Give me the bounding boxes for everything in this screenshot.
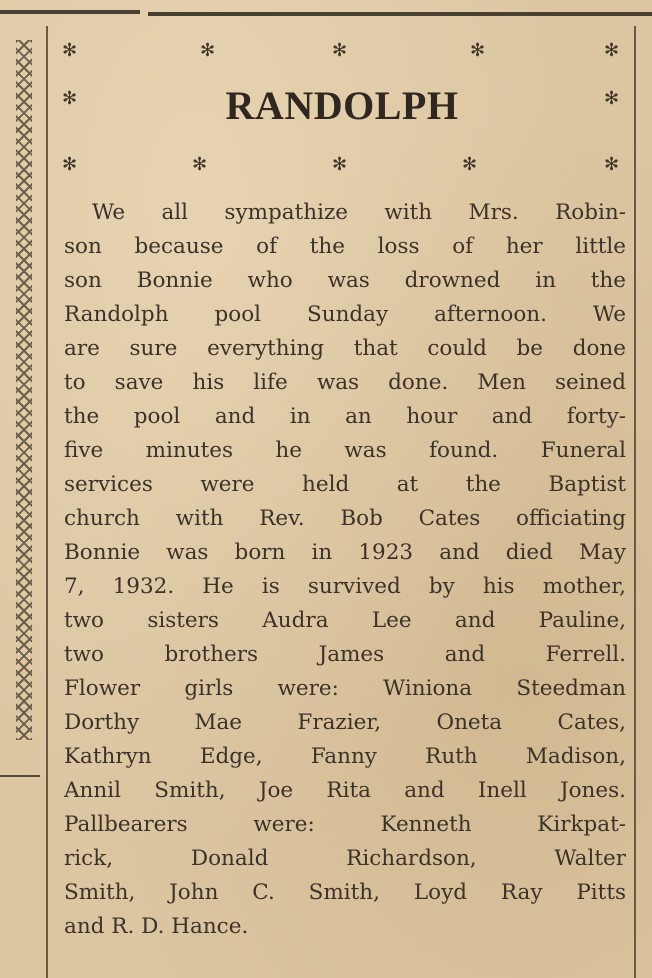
article-body: [64, 196, 626, 944]
column-rule-right: [634, 26, 636, 978]
star-ornament-row: [52, 154, 632, 174]
star-ornament-row: [52, 40, 632, 60]
text-line: Flower girls were: Winiona Steedman: [64, 676, 626, 701]
top-rule: [148, 12, 652, 16]
text-line: Kathryn Edge, Fanny Ruth Madison,: [64, 744, 626, 769]
decorative-chain-border: [0, 40, 40, 740]
text-line: two sisters Audra Lee and Pauline,: [64, 608, 626, 633]
star-icon: ✻: [604, 40, 620, 61]
star-icon: ✻: [62, 40, 78, 61]
text-line: We all sympathize with Mrs. Robin-: [92, 200, 626, 225]
star-icon: ✻: [470, 40, 486, 61]
star-icon: ✻: [604, 88, 620, 109]
text-line: to save his life was done. Men seined: [64, 370, 626, 395]
text-line: and R. D. Hance.: [64, 914, 249, 939]
star-icon: ✻: [332, 154, 348, 175]
text-line: services were held at the Baptist: [64, 472, 626, 497]
text-line: Pallbearers were: Kenneth Kirkpat-: [64, 812, 626, 837]
top-rule: [0, 10, 140, 14]
star-icon: ✻: [200, 40, 216, 61]
column-divider: [0, 775, 40, 777]
star-icon: ✻: [62, 154, 78, 175]
text-line: 7, 1932. He is survived by his mother,: [64, 574, 626, 599]
article-headline: RANDOLPH: [225, 83, 459, 128]
text-line: Bonnie was born in 1923 and died May: [64, 540, 626, 565]
star-icon: ✻: [604, 154, 620, 175]
star-icon: ✻: [192, 154, 208, 175]
star-icon: ✻: [332, 40, 348, 61]
text-line: rick, Donald Richardson, Walter: [64, 846, 626, 871]
column-rule-left: [46, 26, 48, 978]
text-line: Annil Smith, Joe Rita and Inell Jones.: [64, 778, 626, 803]
text-line: two brothers James and Ferrell.: [64, 642, 626, 667]
text-line: Dorthy Mae Frazier, Oneta Cates,: [64, 710, 626, 735]
text-line: son because of the loss of her little: [64, 234, 626, 259]
text-line: the pool and in an hour and forty-: [64, 404, 626, 429]
text-line: church with Rev. Bob Cates officiating: [64, 506, 626, 531]
text-line: Randolph pool Sunday afternoon. We: [64, 302, 626, 327]
chain-pattern: [16, 40, 32, 740]
star-icon: ✻: [462, 154, 478, 175]
star-icon: ✻: [62, 88, 78, 109]
text-line: are sure everything that could be done: [64, 336, 626, 361]
text-line: son Bonnie who was drowned in the: [64, 268, 626, 293]
text-line: Smith, John C. Smith, Loyd Ray Pitts: [64, 880, 626, 905]
text-line: five minutes he was found. Funeral: [64, 438, 626, 463]
